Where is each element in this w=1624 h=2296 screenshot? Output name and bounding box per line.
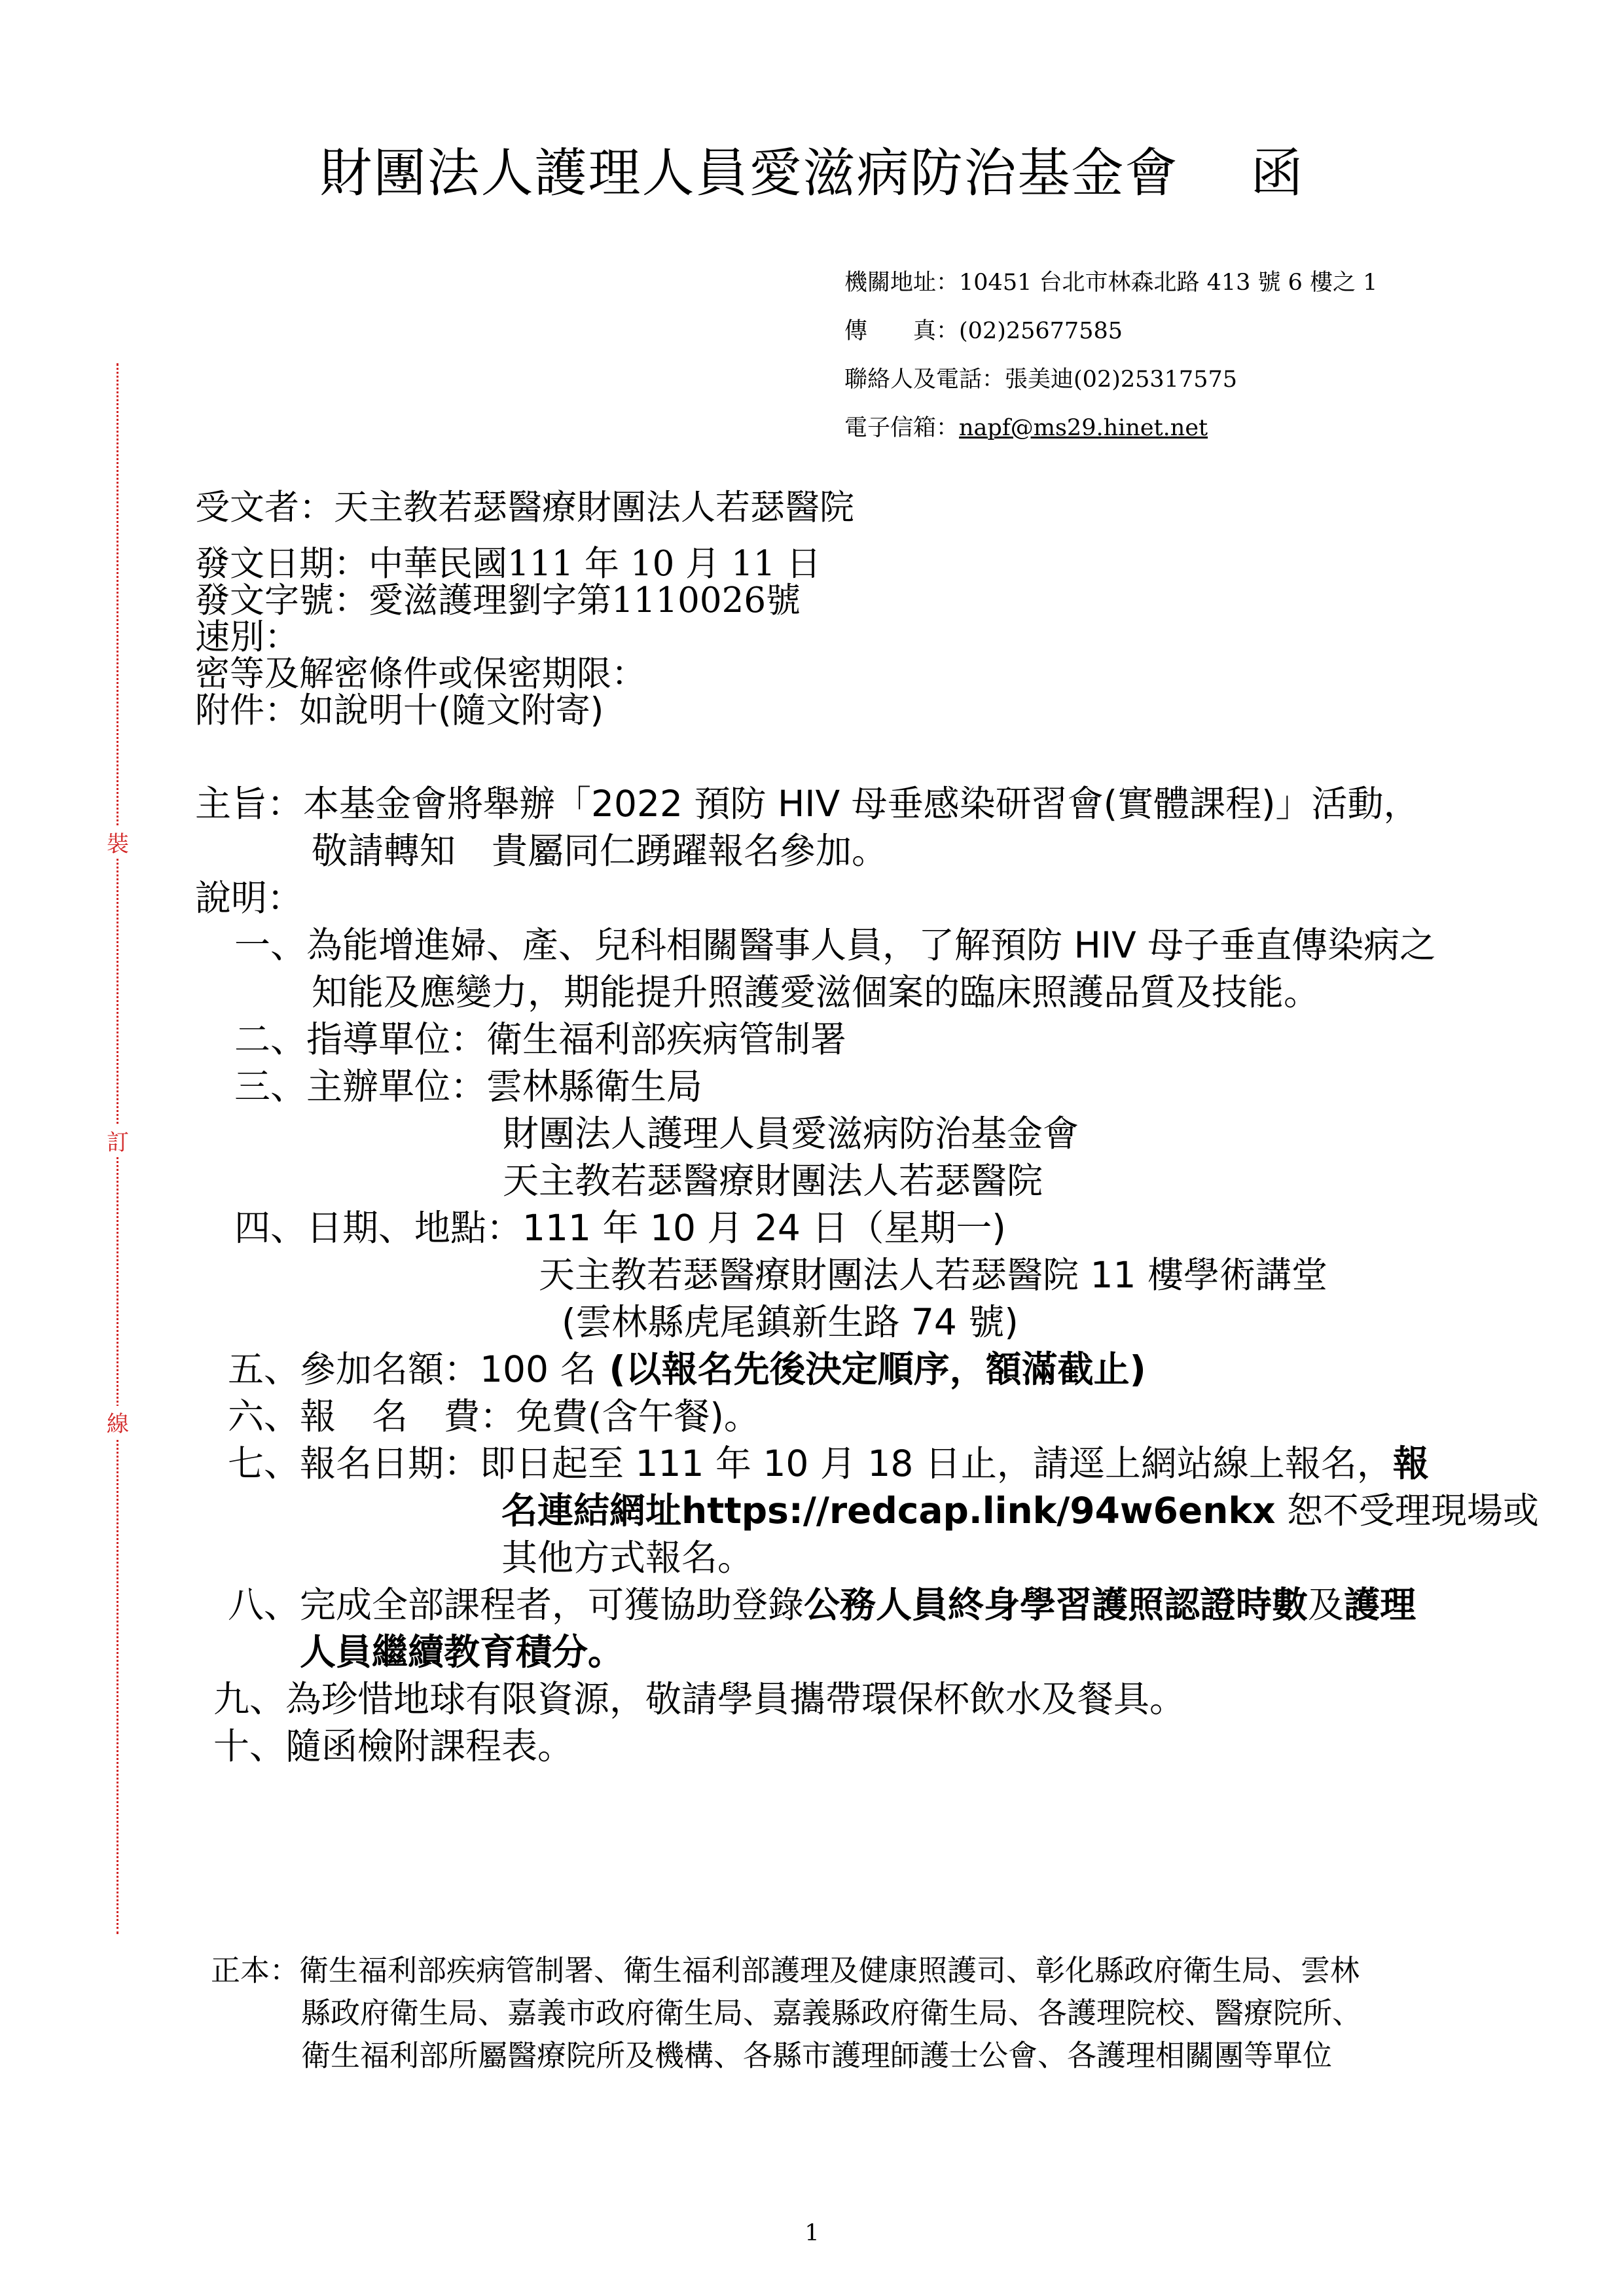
item-4-line-1: 四、日期、地點：111 年 10 月 24 日（星期一)	[234, 1207, 1006, 1249]
copies-to	[211, 1949, 1533, 2077]
item-8-line-1: 八、完成全部課程者，可獲協助登錄公務人員終身學習護照認證時數及護理	[228, 1584, 1416, 1626]
issue-date: 111 年 10 月 11 日	[507, 544, 821, 584]
agency-info	[844, 259, 1377, 452]
copies-line-3: 衛生福利部所屬醫療院所及機構、各縣市護理師護士公會、各護理相關團等單位	[301, 2038, 1333, 2073]
item-5: 五、參加名額：100 名 (以報名先後決定順序，額滿截止)	[228, 1348, 1146, 1390]
subject-line-2: 敬請轉知 貴屬同仁踴躍報名參加。	[312, 830, 888, 872]
item-1-line-2: 知能及應變力，期能提升照護愛滋個案的臨床照護品質及技能。	[312, 971, 1320, 1013]
copies-line-2: 縣政府衛生局、嘉義市政府衛生局、嘉義縣政府衛生局、各護理院校、醫療院所、	[301, 1996, 1362, 2030]
agency-fax: 傳 真：(02)25677585	[844, 318, 1123, 344]
item-3-line-3: 天主教若瑟醫療財團法人若瑟醫院	[503, 1160, 1043, 1202]
copies-label: 正本：	[211, 1953, 300, 1988]
organization-name: 財團法人護理人員愛滋病防治基金會	[319, 143, 1179, 204]
item-3-line-2: 財團法人護理人員愛滋病防治基金會	[503, 1113, 1079, 1155]
item-2: 二、指導單位：衛生福利部疾病管制署	[234, 1018, 847, 1060]
attachment-row: 附件：如說明十(隨文附寄)	[195, 691, 604, 730]
subject-line-1: 主旨：本基金會將舉辦「2022 預防 HIV 母垂感染研習會(實體課程)」活動，	[195, 783, 1420, 825]
secrecy-row: 密等及解密條件或保密期限：	[195, 654, 646, 694]
item-7-line-3: 其他方式報名。	[501, 1537, 754, 1579]
item-4-line-3: (雲林縣虎尾鎮新生路 74 號)	[562, 1301, 1019, 1343]
document-header	[195, 490, 854, 729]
email-link[interactable]: napf@ms29.hinet.net	[959, 415, 1208, 441]
recipient-row: 受文者：天主教若瑟醫療財團法人若瑟醫院	[195, 488, 854, 528]
copies-line-1: 正本：衛生福利部疾病管制署、衛生福利部護理及健康照護司、彰化縣政府衛生局、雲林	[211, 1953, 1360, 1988]
explanation-label: 說明：	[195, 877, 304, 919]
binding-char-ding: 訂	[105, 1124, 131, 1157]
registration-link[interactable]: 名連結網址https://redcap.link/94w6enkx	[501, 1490, 1276, 1532]
agency-email: 電子信箱：napf@ms29.hinet.net	[844, 415, 1208, 441]
item-1-line-1: 一、為能增進婦、產、兒科相關醫事人員，了解預防 HIV 母子垂直傳染病之	[234, 924, 1436, 966]
binding-char-zhuang: 裝	[105, 826, 131, 858]
speed-row: 速別：	[195, 617, 299, 657]
reference-number: 1110026	[611, 581, 767, 620]
item-4-line-2: 天主教若瑟醫療財團法人若瑟醫院 11 樓學術講堂	[539, 1254, 1327, 1296]
item-9: 九、為珍惜地球有限資源，敬請學員攜帶環保杯飲水及餐具。	[213, 1678, 1186, 1720]
subject-label: 主旨：	[195, 783, 304, 825]
item-3-line-1: 三、主辦單位：雲林縣衛生局	[234, 1066, 703, 1107]
attachment: 如說明十(隨文附寄)	[299, 691, 604, 730]
document-body	[195, 780, 1539, 1770]
agency-contact: 聯絡人及電話：張美迪(02)25317575	[844, 367, 1238, 393]
binding-char-xian: 線	[105, 1406, 131, 1438]
item-8-line-2: 人員繼續教育積分。	[300, 1631, 624, 1673]
agency-address: 機關地址：10451 台北市林森北路 413 號 6 樓之 1	[844, 270, 1378, 296]
item-7-line-2: 名連結網址https://redcap.link/94w6enkx 恕不受理現場或	[501, 1490, 1539, 1532]
document-title	[0, 131, 1624, 206]
item-10: 十、隨函檢附課程表。	[213, 1725, 574, 1767]
issue-date-row: 發文日期：中華民國111 年 10 月 11 日	[195, 544, 821, 584]
item-7-line-1: 七、報名日期：即日起至 111 年 10 月 18 日止，請逕上網站線上報名，報	[228, 1443, 1429, 1484]
recipient: 天主教若瑟醫療財團法人若瑟醫院	[334, 488, 854, 528]
reference-number-row: 發文字號：愛滋護理劉字第1110026號	[195, 581, 801, 620]
page-number: 1	[804, 2220, 820, 2246]
document-type: 函	[1250, 143, 1305, 204]
item-6: 六、報 名 費：免費(含午餐)。	[228, 1395, 760, 1437]
